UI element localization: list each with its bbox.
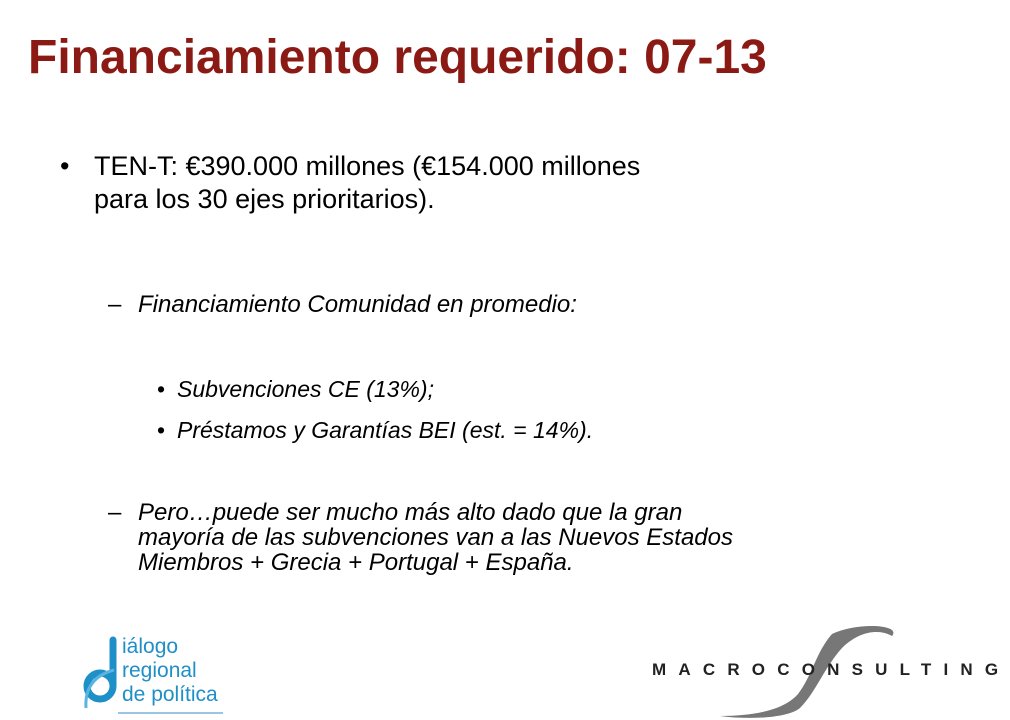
dialogo-regional-logo bbox=[78, 628, 238, 720]
sub-bullet-line-2: mayoría de las subvenciones van a las Nuevos Estados bbox=[138, 524, 733, 551]
sub-bullet-line-1: Pero…puede ser mucho más alto dado que la gran bbox=[138, 499, 683, 526]
logo-text-line-2: regional bbox=[122, 659, 197, 682]
dialogo-d-mark-icon bbox=[78, 628, 128, 720]
dash-marker: – bbox=[108, 291, 122, 318]
bullet-marker: • bbox=[157, 376, 166, 402]
sub-bullet-text: Financiamiento Comunidad en promedio: bbox=[138, 291, 577, 318]
subsub-bullet-text: Préstamos y Garantías BEI (est. = 14%). bbox=[177, 417, 594, 443]
macroconsulting-wordmark: MACROCONSULTING bbox=[652, 660, 1010, 679]
logo-underline bbox=[118, 712, 223, 714]
slide-title: Financiamiento requerido: 07-13 bbox=[28, 31, 767, 84]
sub-bullet-line-3: Miembros + Grecia + Portugal + España. bbox=[138, 549, 574, 576]
macroconsulting-logo bbox=[620, 620, 1010, 720]
bullet-marker: • bbox=[157, 417, 166, 443]
logo-text-line-3: de política bbox=[122, 683, 218, 706]
sub-bullet-pero bbox=[108, 500, 908, 575]
logo-text-line-1: iálogo bbox=[122, 635, 179, 658]
bullet-marker: • bbox=[60, 151, 70, 181]
dash-marker: – bbox=[108, 499, 122, 526]
subsub-bullet-text: Subvenciones CE (13%); bbox=[177, 376, 434, 402]
main-bullet bbox=[60, 150, 900, 216]
sub-bullet-financiamiento bbox=[108, 292, 908, 317]
subsub-bullet-subvenciones bbox=[157, 375, 857, 403]
main-bullet-line-2: para los 30 ejes prioritarios). bbox=[94, 184, 435, 214]
sub-bullet-text bbox=[138, 500, 908, 575]
main-bullet-text bbox=[94, 150, 900, 216]
subsub-bullet-prestamos bbox=[157, 416, 857, 444]
main-bullet-line-1: TEN-T: €390.000 millones (€154.000 millones bbox=[94, 151, 641, 181]
